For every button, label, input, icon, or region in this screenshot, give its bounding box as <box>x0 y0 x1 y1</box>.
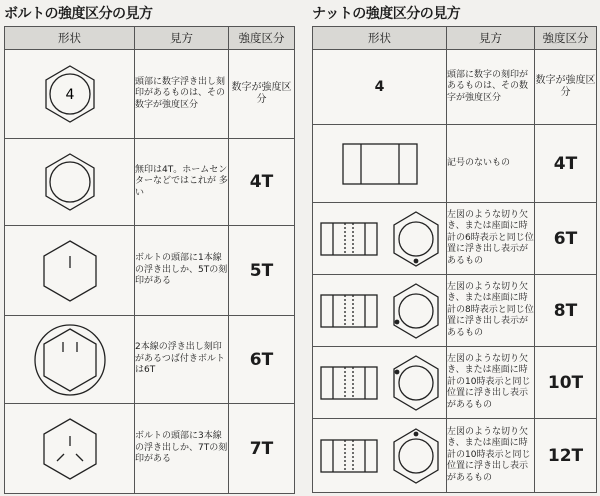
hex-bolt-head-numbered-icon <box>39 63 101 125</box>
nut-header-method: 見方 <box>447 27 535 50</box>
bolt-head-number: 4 <box>65 87 74 103</box>
table-row <box>5 226 295 316</box>
nut-top-view-mark-12-oclock-icon <box>391 427 441 485</box>
table-row <box>313 50 597 125</box>
nut-side-view-notched-icon <box>319 291 379 331</box>
bolt-header-shape: 形状 <box>5 27 135 50</box>
table-row <box>313 275 597 347</box>
nut-row-grade: 6T <box>535 203 597 275</box>
flanged-bolt-head-two-lines-icon <box>32 322 108 398</box>
table-row <box>5 50 295 139</box>
table-row <box>5 139 295 226</box>
nut-row-grade: 10T <box>535 347 597 419</box>
nut-side-view-plain-icon <box>341 142 419 186</box>
bolt-header-method: 見方 <box>135 27 229 50</box>
nut-top-view-mark-6-oclock-icon <box>391 210 441 268</box>
bolt-row-grade: 7T <box>229 404 295 494</box>
bolt-row-description: ボルトの頭部に3本線の浮き出しか、7Tの刻印がある <box>135 404 229 494</box>
bolt-row-description: 2本線の浮き出し刻印があるつば付きボルトは6T <box>135 316 229 404</box>
nut-header-grade: 強度区分 <box>535 27 597 50</box>
nut-header-shape: 形状 <box>313 27 447 50</box>
nut-side-view-notched-icon <box>319 436 379 476</box>
bolt-row-grade: 6T <box>229 316 295 404</box>
nut-row-description: 記号のないもの <box>447 125 535 203</box>
table-row <box>313 125 597 203</box>
hex-bolt-head-one-line-icon <box>39 238 101 304</box>
nut-row-description: 左図のような切り欠き、または座面に時計の10時表示と同じ位置に浮き出し表示があるもの <box>447 347 535 419</box>
nut-top-view-mark-8-oclock-icon <box>391 282 441 340</box>
table-row <box>313 419 597 493</box>
table-row <box>5 404 295 494</box>
nut-side-view-notched-icon <box>319 219 379 259</box>
nut-row-description: 左図のような切り欠き、または座面に時計の10時表示と同じ位置に浮き出し表示があるもの <box>447 419 535 493</box>
nut-row-description: 頭部に数字の刻印があるものは、その数字が強度区分 <box>447 50 535 125</box>
nut-side-view-notched-icon <box>319 363 379 403</box>
bolt-row-grade: 4T <box>229 139 295 226</box>
nut-row-grade: 4T <box>535 125 597 203</box>
bolt-header-grade: 強度区分 <box>229 27 295 50</box>
hex-bolt-head-plain-icon <box>39 151 101 213</box>
nut-row-grade: 12T <box>535 419 597 493</box>
table-row <box>313 347 597 419</box>
nut-row-grade: 数字が強度区分 <box>535 50 597 125</box>
nut-row-description: 左図のような切り欠き、または座面に時計の6時表示と同じ位置に浮き出し表示があるもの <box>447 203 535 275</box>
nut-shape-number: 4 <box>313 50 447 125</box>
bolt-section-title: ボルトの強度区分の見方 <box>4 6 153 22</box>
nut-strength-table <box>312 26 597 493</box>
nut-row-description: 左図のような切り欠き、または座面に時計の8時表示と同じ位置に浮き出し表示があるもの <box>447 275 535 347</box>
bolt-row-grade: 5T <box>229 226 295 316</box>
hex-bolt-head-three-lines-icon <box>39 416 101 482</box>
bolt-row-description: 無印は4T。ホームセンターなどではこれが 多い <box>135 139 229 226</box>
bolt-row-description: 頭部に数字浮き出し刻印があるものは、その数字が強度区分 <box>135 50 229 139</box>
nut-row-grade: 8T <box>535 275 597 347</box>
table-row <box>313 203 597 275</box>
nut-section-title: ナットの強度区分の見方 <box>312 6 461 22</box>
bolt-strength-table <box>4 26 295 494</box>
nut-top-view-mark-10-oclock-icon <box>391 354 441 412</box>
bolt-row-grade: 数字が強度区分 <box>229 50 295 139</box>
table-row <box>5 316 295 404</box>
bolt-row-description: ボルトの頭部に1本線の浮き出しか、5Tの刻印がある <box>135 226 229 316</box>
